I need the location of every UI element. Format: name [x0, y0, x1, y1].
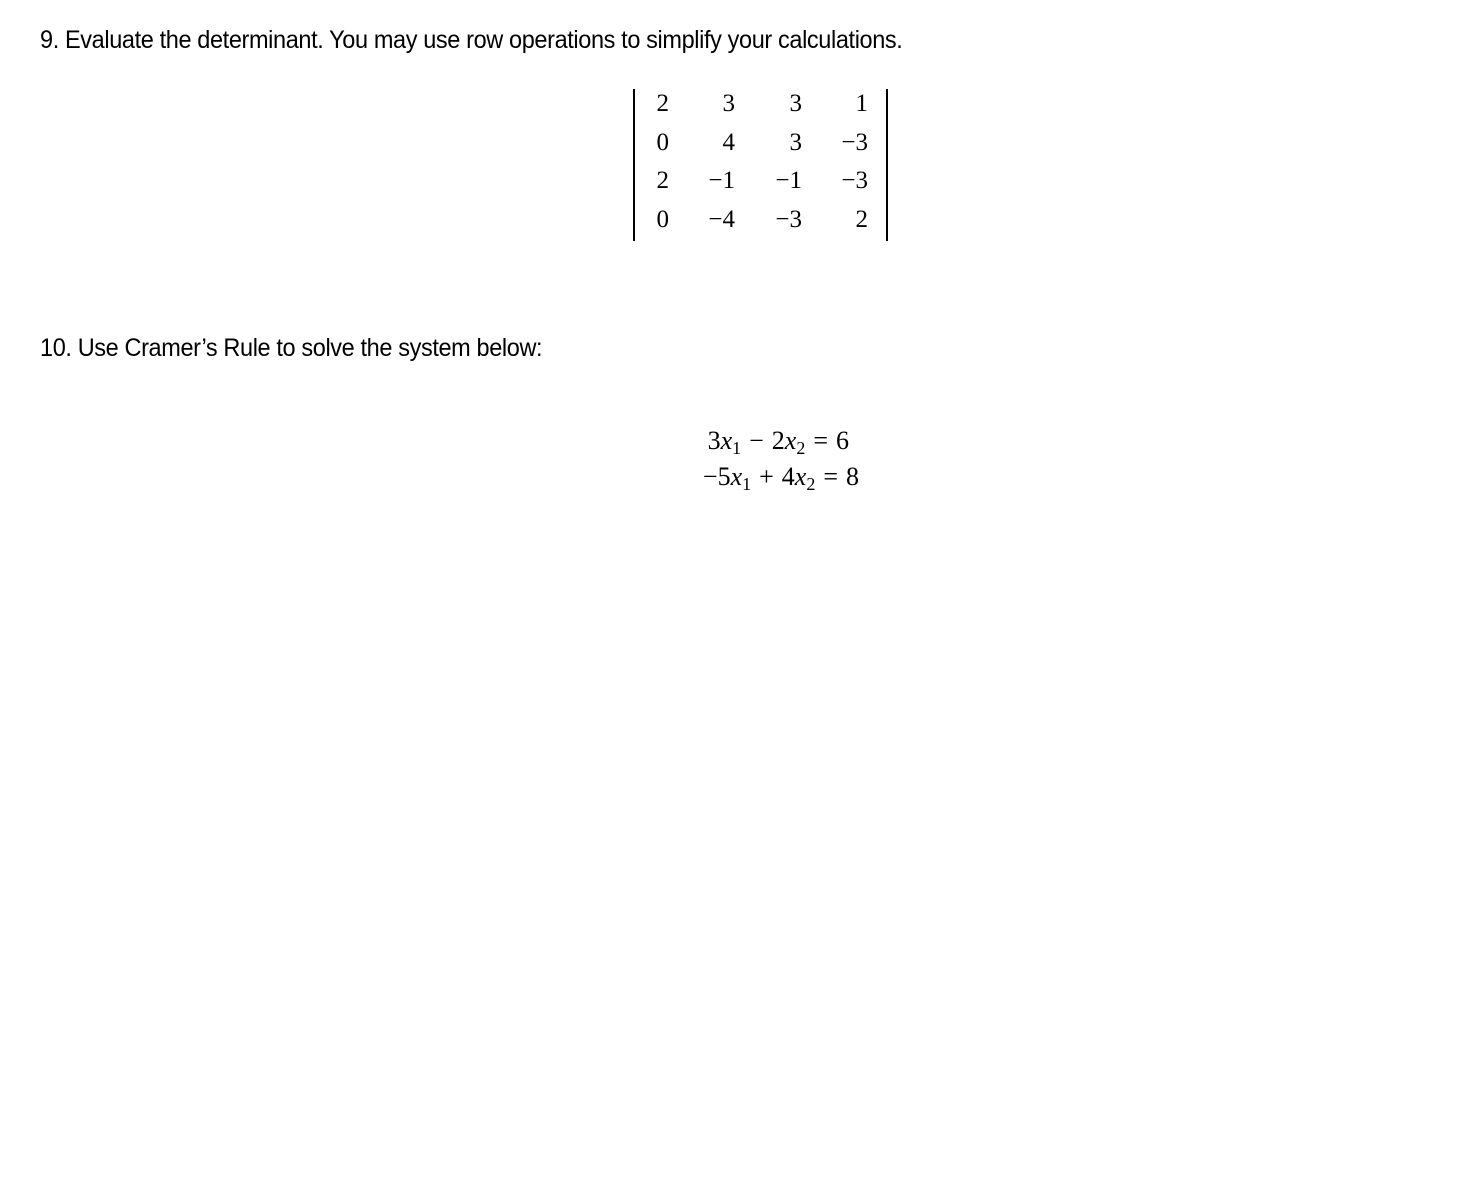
determinant-entry-r3-c2: −1 [708, 167, 735, 194]
determinant-entry-r3-c4: −3 [841, 167, 868, 194]
equation-variable: x [720, 426, 733, 455]
equation-rhs: 6 [836, 426, 849, 455]
equation-subscript: 1 [742, 474, 752, 494]
equation-coefficient: 5 [717, 462, 731, 491]
determinant-entry-r3-c1: 2 [656, 167, 669, 194]
determinant-entry-r1-c2: 3 [722, 90, 735, 117]
linear-system [640, 424, 880, 504]
determinant-entry-r4-c4: 2 [855, 206, 868, 233]
determinant-entry-r3-c3: −1 [775, 167, 802, 194]
determinant-4x4 [632, 89, 890, 243]
determinant-entry-r2-c1: 0 [656, 129, 669, 156]
equation-subscript: 1 [732, 438, 742, 458]
determinant-entries [632, 89, 890, 243]
equation-2 [703, 460, 859, 494]
equation-sign: − [749, 426, 764, 455]
determinant-entry-r1-c4: 1 [855, 90, 868, 117]
determinant-entry-r4-c3: −3 [775, 206, 802, 233]
determinant-right-bar [886, 89, 888, 241]
determinant-entry-r1-c3: 3 [789, 90, 802, 117]
determinant-entry-r1-c1: 2 [656, 90, 669, 117]
equals-sign: = [823, 462, 838, 491]
determinant-entry-r4-c1: 0 [656, 206, 669, 233]
question-9-text: 9. Evaluate the determinant. You may use row operations to simplify your calculations. [40, 26, 903, 54]
equation-variable: x [784, 426, 797, 455]
equation-sign: + [759, 462, 774, 491]
equation-rhs: 8 [846, 462, 859, 491]
equation-1 [708, 424, 849, 458]
equation-coefficient: 3 [707, 426, 721, 455]
determinant-entry-r4-c2: −4 [708, 206, 735, 233]
determinant-entry-r2-c4: −3 [841, 129, 868, 156]
equals-sign: = [813, 426, 828, 455]
determinant-entry-r2-c3: 3 [789, 129, 802, 156]
equation-variable: x [794, 462, 807, 491]
equation-subscript: 2 [796, 438, 806, 458]
equation-coefficient: 4 [781, 462, 795, 491]
equation-sign: − [702, 462, 718, 491]
equation-subscript: 2 [806, 474, 816, 494]
question-10-text: 10. Use Cramer’s Rule to solve the system below: [40, 334, 543, 362]
equation-variable: x [730, 462, 743, 491]
determinant-entry-r2-c2: 4 [722, 129, 735, 156]
equation-coefficient: 2 [771, 426, 785, 455]
